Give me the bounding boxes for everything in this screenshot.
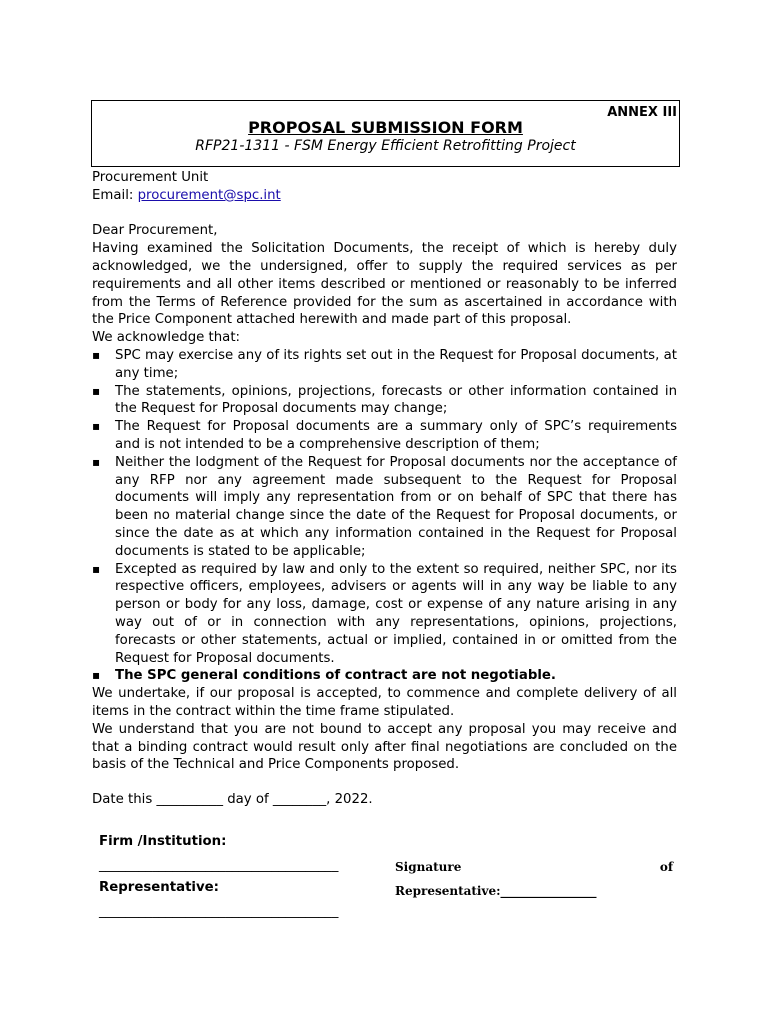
of-word: of: [659, 860, 673, 874]
firm-blank-line[interactable]: ____________________________________: [99, 858, 339, 873]
signature-area: [92, 834, 677, 924]
list-item: ▪ The statements, opinions, projections, forecasts or other information contained in the Request for Proposal documents may change;: [92, 383, 677, 419]
form-title: PROPOSAL SUBMISSION FORM: [248, 118, 523, 137]
list-item: ▪ SPC may exercise any of its rights set out in the Request for Proposal documents, at any time;: [92, 347, 677, 383]
form-subtitle: RFP21-1311 - FSM Energy Efficient Retrofitting Project: [195, 138, 576, 154]
representative-label: Representative:: [99, 880, 219, 895]
acknowledge-heading: We acknowledge that:: [92, 330, 241, 346]
email-link[interactable]: procurement@spc.int: [137, 187, 281, 203]
signature-word: Signature: [395, 860, 462, 874]
annex-label: ANNEX III: [607, 105, 677, 120]
intro-paragraph: Having examined the Solicitation Documents, the receipt of which is hereby duly acknowledged, we the undersigned, offer to supply the required services as per requirements and all other items described or mentioned or reasonably to be inferred from the Terms of Reference provided for the sum as ascertained in accordance with the Price Component attached herewith and made part of this proposal.: [92, 241, 677, 328]
undertake-paragraph: We undertake, if our proposal is accepted, to commence and complete delivery of all items in the contract within the time frame stipulated.: [92, 686, 677, 719]
list-item: ▪ Neither the lodgment of the Request for Proposal documents nor the acceptance of any RFP nor any agreement made subsequent to the Request for Proposal documents will imply any representation from or on behalf of SPC that there has been no material change since the date of the Request for Proposal documents, or since the date as at which any information contained in the Request for Proposal documents is stated to be applicable;: [92, 454, 677, 561]
email-line: [92, 187, 677, 205]
list-item: ▪ Excepted as required by law and only to the extent so required, neither SPC, nor its respective officers, employees, advisers or agents will in any way be liable to any person or body for any loss, damage, cost or expense of any nature arising in any way out of or in connection with any representations, opinions, projections, forecasts or other statements, actual or implied, contained in or omitted from the Request for Proposal documents.: [92, 561, 677, 668]
header-box: [91, 100, 680, 167]
list-item: ▪ The Request for Proposal documents are a summary only of SPC’s requirements and is not intended to be a comprehensive description of them;: [92, 418, 677, 454]
letter-body: [92, 169, 677, 809]
acknowledge-list: [92, 347, 677, 685]
understand-paragraph: We understand that you are not bound to accept any proposal you may receive and that a binding contract would result only after final negotiations are concluded on the basis of the Technical and Price Components proposed.: [92, 721, 677, 773]
firm-label: Firm /Institution:: [99, 834, 227, 849]
signature-of-label: [395, 860, 673, 874]
salutation: Dear Procurement,: [92, 223, 218, 239]
email-label: Email:: [92, 187, 138, 203]
date-line: Date this __________ day of ________, 2022.: [92, 792, 373, 808]
list-item-bold: ▪ The SPC general conditions of contract are not negotiable.: [92, 667, 677, 685]
representative-blank-line[interactable]: ____________________________________: [99, 904, 339, 919]
representative-signature-line[interactable]: Representative:________________: [395, 884, 597, 898]
procurement-unit: Procurement Unit: [92, 170, 209, 185]
